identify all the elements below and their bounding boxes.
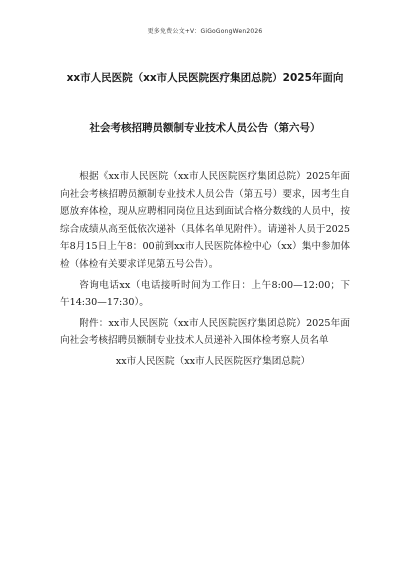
- document-title-line-2: 社会考核招聘员额制专业技术人员公告（第六号）: [89, 122, 321, 134]
- header-note: 更多免费公文+V：GiGoGongWen2026: [147, 28, 263, 35]
- document-title-line-1: xx市人民医院（xx市人民医院医疗集团总院）2025年面向: [66, 72, 344, 84]
- signature: xx市人民医院（xx市人民医院医疗集团总院）: [115, 355, 311, 367]
- paragraph-contact: 咨询电话xx（电话接听时间为工作日：上午8:00—12:00；下午14:30—17:30）。: [60, 279, 350, 309]
- paragraph-notice: 根据《xx市人民医院（xx市人民医院医疗集团总院）2025年面向社会考核招聘员额制专业技术人员公告（第五号）要求，因考生自愿放弃体检，现从应聘相同岗位且达到面试合格分数线的人员中，按综合成绩从高至低依次递补（具体名单见附件）。请递补人员于2025年8月15日上午8：00前到xx市人民医院体检中心（xx）集中参加体检（体检有关要求详见第五号公告）。: [60, 171, 350, 270]
- paragraph-attachment: 附件：xx市人民医院（xx市人民医院医疗集团总院）2025年面向社会考核招聘员额制专业技术人员递补入围体检考察人员名单: [60, 317, 350, 347]
- document-body: [60, 168, 350, 371]
